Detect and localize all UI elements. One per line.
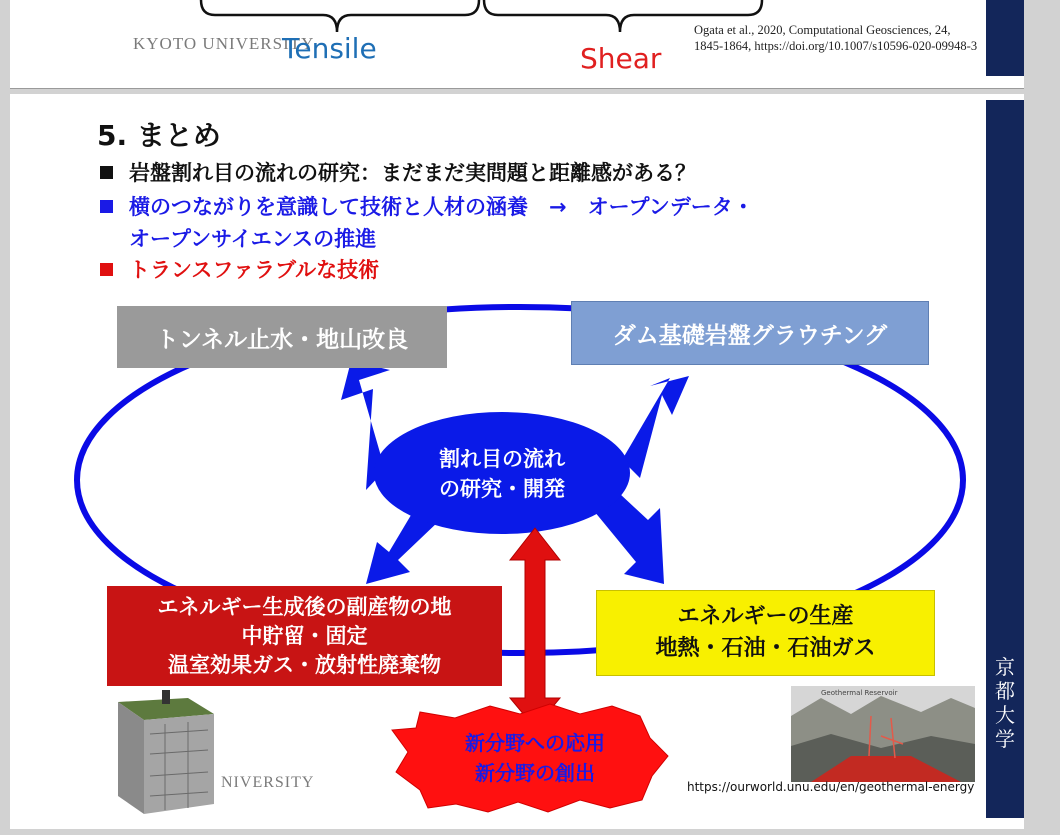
energy-line1: エネルギーの生産 — [677, 604, 854, 629]
bullet-2-text-line1: 横のつながりを意識して技術と人材の涵養 → オープンデータ・ — [129, 195, 754, 219]
center-line1: 割れ目の流れ — [439, 447, 565, 471]
bullet-3-text: トランスファラブルな技術 — [129, 258, 380, 282]
side-char: 都 — [995, 679, 1015, 703]
side-char: 京 — [995, 655, 1015, 679]
arrow-to-dam — [622, 376, 689, 478]
side-char: 学 — [995, 727, 1015, 751]
star-line2: 新分野の創出 — [475, 761, 595, 785]
citation: Ogata et al., 2020, Computational Geosciences, 24, 1845-1864, https://doi.org/10.1007/s10596-020-09948-3 — [694, 23, 978, 53]
dam-grouting-box: ダム基礎岩盤グラウチング — [571, 301, 929, 365]
storage-line2: 中貯留・固定 — [241, 623, 368, 648]
up-down-arrow — [510, 528, 560, 728]
source-url: https://ourworld.unu.edu/en/geothermal-energy — [687, 780, 975, 794]
bullet-1-text: 岩盤割れ目の流れの研究：まだまだ実問題と距離感がある？ — [129, 161, 696, 185]
geothermal-image — [791, 686, 975, 782]
center-line2: の研究・開発 — [439, 477, 565, 501]
storage-box — [107, 586, 502, 686]
bullet-2-text-line2: オープンサイエンスの推進 — [129, 227, 377, 251]
tensile-label: Tensile — [282, 32, 377, 65]
kyoto-university-logo: KYOTO UNIVERSITY — [133, 34, 315, 53]
tunnel-box: トンネル止水・地山改良 — [117, 306, 447, 368]
geothermal-caption: Geothermal Reservoir — [821, 689, 898, 697]
energy-line2: 地熱・石油・石油ガス — [655, 636, 876, 661]
page-title: 5. まとめ — [97, 119, 221, 152]
shear-label: Shear — [580, 42, 662, 75]
storage-line1: エネルギー生成後の副産物の地 — [157, 594, 452, 619]
storage-line3: 温室効果ガス・放射性廃棄物 — [168, 652, 441, 677]
rock-cube-image — [110, 684, 220, 818]
kyoto-university-logo-partial: NIVERSITY — [221, 774, 315, 791]
star-text — [420, 728, 650, 788]
side-char: 大 — [995, 703, 1015, 727]
center-text — [404, 444, 600, 504]
energy-box — [596, 590, 935, 676]
star-line1: 新分野への応用 — [465, 731, 605, 755]
